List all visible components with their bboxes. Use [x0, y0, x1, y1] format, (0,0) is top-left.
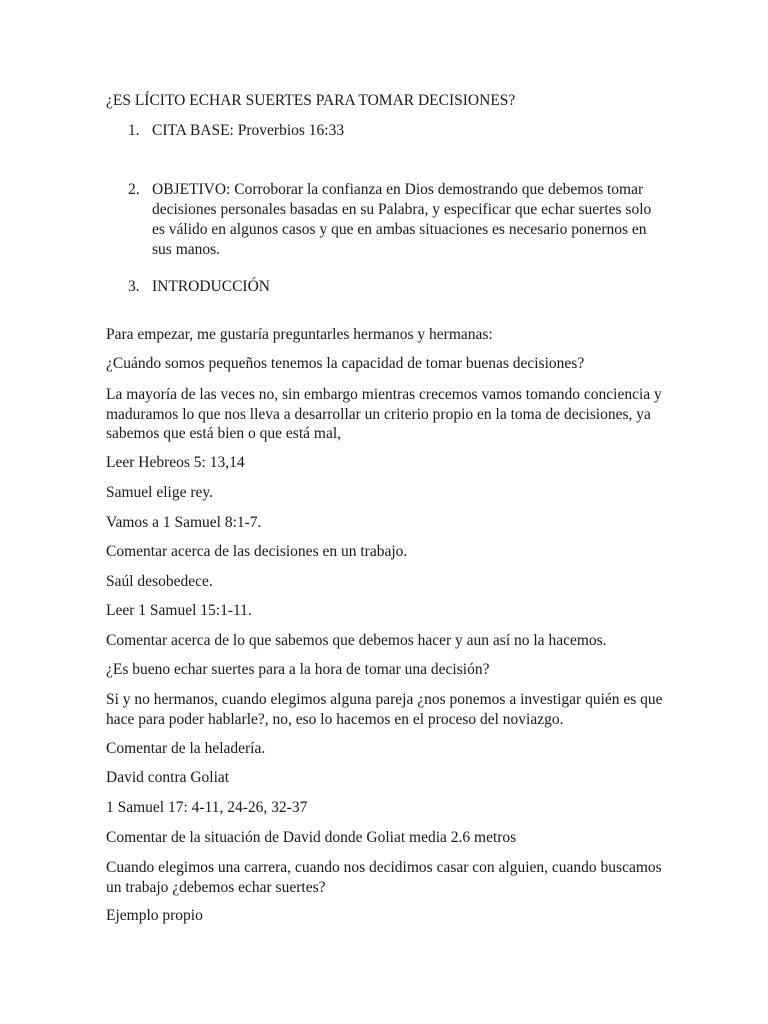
list-text: OBJETIVO: Corroborar la confianza en Dios demostrando que debemos tomar decisiones personales basadas en su Palabra, y especificar que echar suertes solo es válido en algunos casos y que en ambas situaciones es necesario ponernos en sus manos. [152, 181, 652, 258]
paragraph: Si y no hermanos, cuando elegimos alguna pareja ¿nos ponemos a investigar quién es que hace para poder hablarle?, no, eso lo hacemos en el proceso del noviazgo. [106, 691, 663, 728]
paragraph: 1 Samuel 17: 4-11, 24-26, 32-37 [106, 799, 308, 816]
paragraph: Saúl desobedece. [106, 573, 213, 590]
paragraph: ¿Cuándo somos pequeños tenemos la capacidad de tomar buenas decisiones? [106, 355, 585, 372]
paragraph: Samuel elige rey. [106, 484, 214, 501]
paragraph: Vamos a 1 Samuel 8:1-7. [106, 514, 262, 531]
paragraph: Leer 1 Samuel 15:1-11. [106, 602, 252, 619]
paragraph: Cuando elegimos una carrera, cuando nos decidimos casar con alguien, cuando buscamos un trabajo ¿debemos echar suertes? [106, 859, 662, 896]
list-text: CITA BASE: Proverbios 16:33 [152, 122, 345, 139]
list-number: 3. [128, 278, 140, 295]
list-text: INTRODUCCIÓN [152, 278, 270, 295]
list-number: 1. [128, 122, 140, 139]
paragraph: Leer Hebreos 5: 13,14 [106, 454, 245, 471]
paragraph: La mayoría de las veces no, sin embargo mientras crecemos vamos tomando conciencia y maduramos lo que nos lleva a desarrollar un criterio propio en la toma de decisiones, ya sabemos que está bien o que está mal, [106, 386, 662, 442]
paragraph: David contra Goliat [106, 769, 230, 786]
paragraph: Comentar de la heladería. [106, 740, 266, 757]
document-title: ¿ES LÍCITO ECHAR SUERTES PARA TOMAR DECISIONES? [106, 92, 516, 109]
list-number: 2. [128, 181, 140, 198]
list-item-introduccion [128, 277, 668, 297]
list-item-objetivo [128, 180, 668, 260]
paragraph: ¿Es bueno echar suertes para a la hora de tomar una decisión? [106, 661, 490, 678]
paragraph: Ejemplo propio [106, 907, 203, 924]
list-item-cita-base [128, 121, 668, 141]
paragraph: Comentar de la situación de David donde Goliat media 2.6 metros [106, 829, 517, 846]
paragraph: Comentar acerca de lo que sabemos que debemos hacer y aun así no la hacemos. [106, 632, 607, 649]
paragraph: Comentar acerca de las decisiones en un trabajo. [106, 543, 408, 560]
paragraph: Para empezar, me gustaría preguntarles hermanos y hermanas: [106, 326, 493, 343]
